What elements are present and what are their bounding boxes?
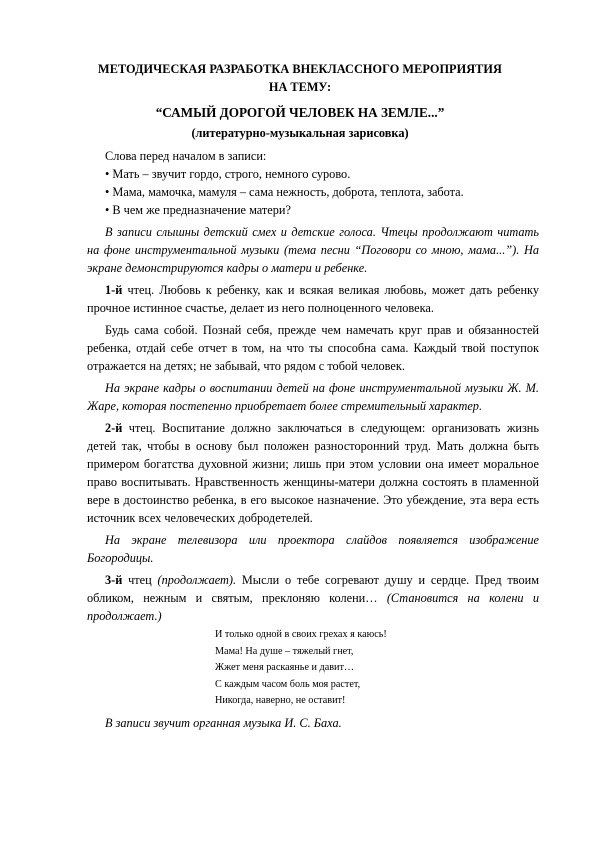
reader-2-text: чтец. Воспитание должно заключаться в следующем: организовать жизнь детей так, чтобы в основу был положен разносторонний труд. Мать должна быть примером богатства духовной жизни; лишь при этом условии она имеет моральное право воспитывать. Нравственность женщины-матери должна состоять в пламенной вере в достоинство ребенка, в его высокое назначение. Это убеждение, эта вера есть источник всех человеческих добродетелей.	[87, 421, 539, 525]
poem-line: Мама! На душе – тяжелый гнет,	[215, 645, 354, 657]
title-subtitle: (литературно-музыкальная зарисовка)	[191, 126, 409, 140]
reader-2-paragraph	[87, 419, 539, 527]
stage-direction-3: На экране телевизора или проектора слайдов появляется изображение Богородицы.	[87, 533, 539, 565]
reader-1-text: чтец. Любовь к ребенку, как и всякая великая любовь, может дать ребенку прочное истинное счастье, делает из него полноценного человека.	[87, 283, 539, 315]
reader-3-label: 3-й	[105, 573, 123, 587]
reader-2-label: 2-й	[105, 421, 123, 435]
title-line-1: МЕТОДИЧЕСКАЯ РАЗРАБОТКА ВНЕКЛАССНОГО МЕРОПРИЯТИЯ	[98, 62, 502, 76]
stage-direction-4: В записи звучит органная музыка И. С. Баха.	[105, 715, 342, 730]
poem-line: Жжет меня раскаянье и давит…	[215, 662, 355, 673]
paragraph-2: Будь сама собой. Познай себя, прежде чем намечать круг прав и обязанностей ребенка, отдай себе отчет в том, на что ты способна сама. Каждый твой поступок отражается на детях; не забывай, что рядом с тобой человек.	[87, 323, 539, 373]
reader-3-word: чтец	[122, 573, 158, 587]
reader-1-paragraph	[87, 281, 539, 317]
document-body	[87, 147, 539, 732]
intro-line: Слова перед началом в записи:	[105, 149, 267, 163]
poem-line: И только одной в своих грехах я каюсь!	[215, 629, 387, 640]
title-theme: “САМЫЙ ДОРОГОЙ ЧЕЛОВЕК НА ЗЕМЛЕ...”	[155, 105, 445, 120]
reader-3-stage-note: (Становится на колени и продолжает.)	[87, 591, 539, 623]
poem-line: С каждым часом боль моя растет,	[215, 678, 361, 690]
poem-line: Никогда, наверно, не оставит!	[215, 695, 346, 706]
bullet-item: • Мама, мамочка, мамуля – сама нежность, доброта, теплота, забота.	[105, 185, 464, 199]
reader-3-note: (продолжает).	[157, 573, 237, 587]
reader-3-text: Мысли о тебе согревают душу и сердце. Пред твоим обликом, нежным и святым, преклоняю колени…	[87, 573, 540, 605]
bullet-item: • В чем же предназначение матери?	[105, 203, 291, 217]
reader-1-label: 1-й	[105, 283, 123, 297]
bullet-item: • Мать – звучит гордо, строго, немного сурово.	[105, 167, 351, 181]
reader-3-paragraph	[87, 571, 539, 625]
poem-block	[215, 627, 539, 710]
stage-direction-1: В записи слышны детский смех и детские голоса. Чтецы продолжают читать на фоне инструментальной музыки (тема песни “Поговори со мною, мама...”). На экране демонстрируются кадры о матери и ребенке.	[87, 225, 539, 275]
stage-direction-2: На экране кадры о воспитании детей на фоне инструментальной музыки Ж. М. Жаре, которая постепенно приобретает более стремительный характер.	[87, 381, 539, 413]
title-line-2: НА ТЕМУ:	[268, 80, 332, 94]
